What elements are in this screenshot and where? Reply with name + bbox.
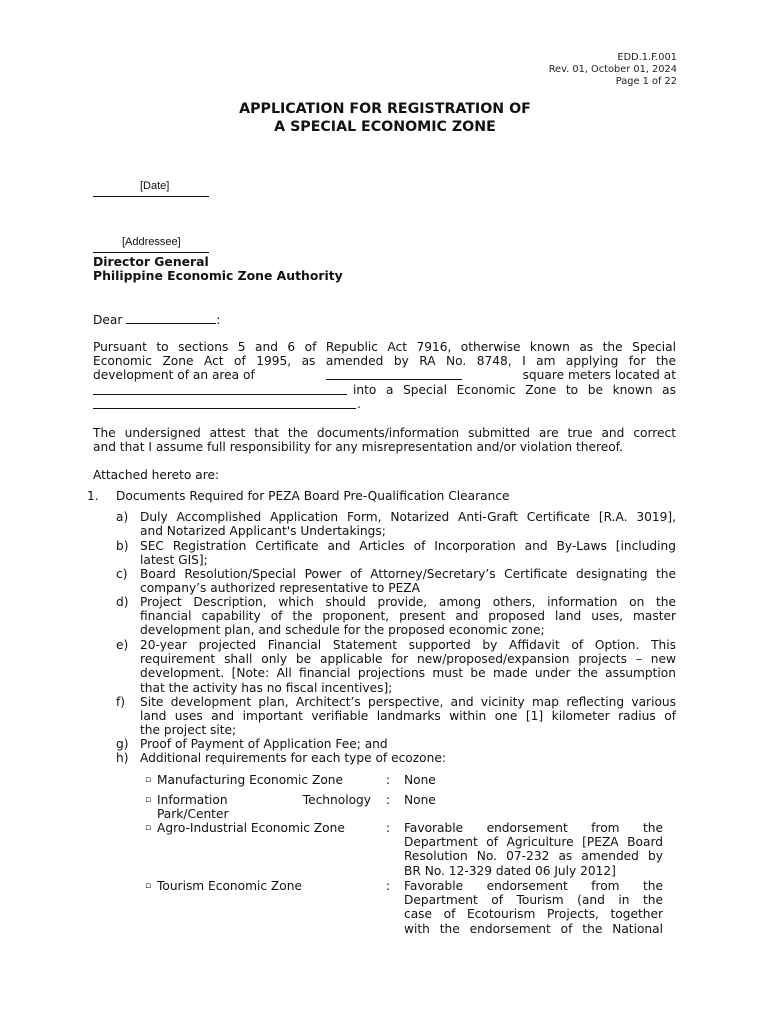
checkbox-icon: ▫ <box>145 881 152 891</box>
checkbox-icon: ▫ <box>145 795 152 805</box>
item-b-line-1: SEC Registration Certificate and Articles of Incorporation and By-Laws [including <box>140 539 676 553</box>
req-tourism-value-line-3: case of Ecotourism Projects, together <box>404 907 663 922</box>
req-agro-value-line-2: Department of Agriculture [PEZA Board <box>404 835 663 850</box>
item-a-line-2: and Notarized Applicant's Undertakings; <box>140 524 386 539</box>
req-tourism-value-line-2: Department of Tourism (and in the <box>404 893 663 908</box>
list-number: 1. <box>87 489 99 503</box>
item-c-line-2: company’s authorized representative to PEZA <box>140 581 420 596</box>
item-f-label: f) <box>116 695 126 709</box>
checkbox-icon: ▫ <box>145 823 152 833</box>
item-c-line-1: Board Resolution/Special Power of Attorney/Secretary’s Certificate designating the <box>140 567 676 581</box>
item-b-label: b) <box>116 539 129 553</box>
req-agro-value-line-4: BR No. 12-329 dated 06 July 2012] <box>404 863 616 878</box>
checkbox-icon: ▫ <box>145 775 152 785</box>
item-d-line-2: financial capability of the proponent, present and proposed land uses, master <box>140 609 676 624</box>
item-d-line-1: Project Description, which should provide, among others, information on the <box>140 595 676 609</box>
recipient-organization: Philippine Economic Zone Authority <box>93 268 343 283</box>
paragraph-intent-period: . <box>357 396 361 411</box>
item-f-text <box>140 695 676 738</box>
attached-intro: Attached hereto are: <box>93 468 220 482</box>
req-agro-value <box>404 821 663 878</box>
req-it-name-line-1: Information Technology <box>157 793 371 807</box>
req-it-value: None <box>404 793 436 807</box>
area-text: development of an area of <box>93 368 255 383</box>
doc-code: EDD.1.F.001 <box>617 52 677 63</box>
item-g-label: g) <box>116 737 129 751</box>
salutation-name-blank[interactable] <box>126 312 216 324</box>
paragraph-attestation <box>93 426 676 454</box>
page-number: Page 1 of 22 <box>615 76 677 87</box>
req-it-colon: : <box>386 793 391 807</box>
item-e-line-1: 20-year projected Financial Statement supported by Affidavit of Option. This <box>140 638 676 652</box>
req-tourism-value-line-4: with the endorsement of the National <box>404 921 663 936</box>
req-agro-value-line-1: Favorable endorsement from the <box>404 821 663 835</box>
item-e-label: e) <box>116 638 129 652</box>
paragraph-attestation-line-1: The undersigned attest that the documents/information submitted are true and correct <box>93 426 676 440</box>
item-e-text <box>140 638 676 695</box>
paragraph-intent-line-5 <box>93 397 676 411</box>
req-tourism-name: Tourism Economic Zone <box>157 879 302 893</box>
item-f-line-3: the project site; <box>140 723 237 738</box>
req-manufacturing-value: None <box>404 773 436 787</box>
paragraph-intent <box>93 340 676 411</box>
list-heading: Documents Required for PEZA Board Pre-Qualification Clearance <box>116 489 510 503</box>
item-a-label: a) <box>116 510 129 524</box>
item-b-text <box>140 539 676 567</box>
item-e-line-3: development. [Note: All financial projections must be made under the assumption <box>140 666 676 681</box>
title-line-2: A SPECIAL ECONOMIC ZONE <box>274 119 496 135</box>
req-tourism-colon: : <box>386 879 391 893</box>
recipient-position: Director General <box>93 254 209 269</box>
item-c-label: c) <box>116 567 128 581</box>
req-manufacturing-name: Manufacturing Economic Zone <box>157 773 344 787</box>
req-agro-name: Agro-Industrial Economic Zone <box>157 821 345 835</box>
paragraph-intent-line-2: Economic Zone Act of 1995, as amended by RA No. 8748, I am applying for the <box>93 354 676 369</box>
zone-name-text: into a Special Economic Zone to be known as <box>353 382 676 397</box>
item-e-line-2: requirement shall only be applicable for new/proposed/expansion projects – new <box>140 652 676 667</box>
item-c-text <box>140 567 676 595</box>
req-it-name-line-2: Park/Center <box>157 807 229 822</box>
area-blank[interactable] <box>326 368 462 380</box>
salutation-dear: Dear <box>93 313 123 327</box>
req-agro-value-line-3: Resolution No. 07-232 as amended by <box>404 849 663 864</box>
item-f-line-2: land uses and important verifiable landmarks within one [1] kilometer radius of <box>140 709 676 724</box>
salutation-colon: : <box>216 313 221 327</box>
item-g-text: Proof of Payment of Application Fee; and <box>140 737 388 751</box>
req-tourism-value <box>404 879 663 936</box>
item-d-label: d) <box>116 595 129 609</box>
item-a-text <box>140 510 676 538</box>
req-it-name <box>157 793 371 821</box>
addressee-line[interactable] <box>93 252 209 253</box>
item-d-text <box>140 595 676 638</box>
location-blank[interactable] <box>93 383 347 395</box>
item-b-line-2: latest GIS]; <box>140 553 208 568</box>
document-reference <box>549 52 677 88</box>
addressee-placeholder: [Addressee] <box>122 236 181 248</box>
item-h-text: Additional requirements for each type of ecozone: <box>140 751 446 765</box>
paragraph-attestation-line-2: and that I assume full responsibility for any misrepresentation and/or violation thereof. <box>93 440 623 455</box>
paragraph-intent-line-4 <box>93 383 676 397</box>
revision-info: Rev. 01, October 01, 2024 <box>548 64 677 75</box>
paragraph-intent-line-3 <box>93 368 676 382</box>
salutation <box>93 312 676 327</box>
date-line[interactable] <box>93 196 209 197</box>
location-text: square meters located at <box>522 368 676 383</box>
paragraph-intent-line-1: Pursuant to sections 5 and 6 of Republic Act 7916, otherwise known as the Special <box>93 340 676 354</box>
title-line-1: APPLICATION FOR REGISTRATION OF <box>239 101 531 117</box>
item-d-line-3: development plan, and schedule for the proposed economic zone; <box>140 623 545 638</box>
req-agro-colon: : <box>386 821 391 835</box>
date-placeholder: [Date] <box>140 180 170 192</box>
item-e-line-4: that the activity has no fiscal incentives]; <box>140 680 393 695</box>
zone-name-blank[interactable] <box>93 397 356 409</box>
req-manufacturing-colon: : <box>386 773 391 787</box>
document-title <box>0 100 770 136</box>
item-h-label: h) <box>116 751 129 765</box>
item-a-line-1: Duly Accomplished Application Form, Notarized Anti-Graft Certificate [R.A. 3019], <box>140 510 676 524</box>
item-f-line-1: Site development plan, Architect’s perspective, and vicinity map reflecting various <box>140 695 676 709</box>
req-tourism-value-line-1: Favorable endorsement from the <box>404 879 663 893</box>
